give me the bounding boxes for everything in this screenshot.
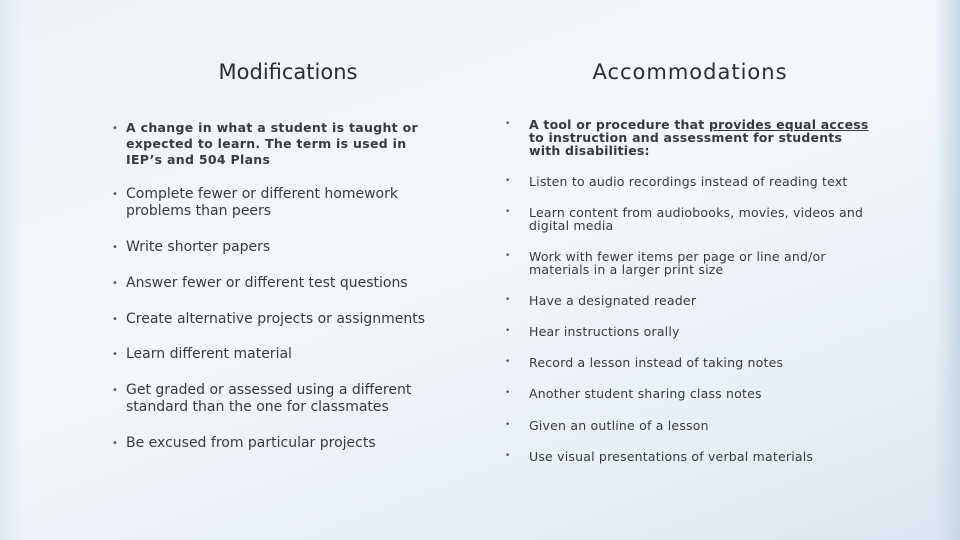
list-item (505, 250, 869, 276)
modification-definition: A change in what a student is taught or expected to learn. The term is used in IEP’s and 504 Plans (126, 120, 418, 167)
list-item-text: Given an outline of a lesson (529, 418, 709, 433)
list-item-text: Hear instructions orally (529, 324, 680, 339)
list-item-text: Complete fewer or different homework problems than peers (126, 186, 398, 219)
slide-right-edge (934, 0, 960, 540)
list-item-text: Create alternative projects or assignments (126, 311, 426, 327)
list-item (505, 118, 869, 157)
bullet-icon: • (505, 451, 511, 461)
list-item (505, 419, 869, 432)
list-item (112, 239, 446, 256)
bullet-icon: • (112, 385, 118, 396)
bullet-icon: • (112, 123, 118, 134)
definition-start: A tool or procedure that (529, 117, 709, 132)
list-item (112, 120, 446, 168)
bullet-icon: • (112, 278, 118, 289)
list-item (505, 294, 869, 307)
list-item-text: Use visual presentations of verbal materials (529, 449, 814, 464)
accommodations-heading: Accommodations (592, 60, 788, 84)
list-item-text: Learn different material (126, 346, 292, 362)
modifications-heading: Modifications (218, 60, 358, 84)
list-item (505, 325, 869, 338)
bullet-icon: • (112, 189, 118, 200)
bullet-icon: • (505, 388, 511, 398)
accommodation-definition (529, 118, 869, 157)
list-item-text: Be excused from particular projects (126, 435, 376, 451)
bullet-icon: • (112, 314, 118, 325)
bullet-icon: • (505, 119, 511, 129)
list-item (112, 311, 446, 328)
list-item (505, 206, 869, 232)
bullet-icon: • (505, 251, 511, 261)
bullet-icon: • (505, 357, 511, 367)
list-item-text: Work with fewer items per page or line and/or materials in a larger print size (529, 249, 826, 277)
list-item (505, 450, 869, 463)
list-item (505, 356, 869, 369)
list-item-text: Have a designated reader (529, 293, 697, 308)
list-item-text: Get graded or assessed using a different standard than the one for classmates (126, 382, 412, 415)
list-item (112, 435, 446, 452)
list-item-text: Write shorter papers (126, 239, 271, 255)
definition-emphasis: provides equal access (708, 117, 869, 132)
bullet-icon: • (505, 326, 511, 336)
list-item (112, 186, 446, 220)
bullet-icon: • (505, 207, 511, 217)
list-item (505, 387, 869, 400)
bullet-icon: • (112, 242, 118, 253)
list-item-text: Listen to audio recordings instead of reading text (529, 174, 848, 189)
list-item-text: Learn content from audiobooks, movies, videos and digital media (529, 205, 864, 233)
list-item (112, 275, 446, 292)
list-item (112, 346, 446, 363)
bullet-icon: • (505, 295, 511, 305)
list-item-text: Record a lesson instead of taking notes (529, 355, 784, 370)
bullet-icon: • (505, 420, 511, 430)
bullet-icon: • (112, 349, 118, 360)
slide-left-edge (0, 0, 22, 540)
list-item-text: Another student sharing class notes (529, 386, 762, 401)
definition-end: to instruction and assessment for students with disabilities: (529, 130, 843, 158)
bullet-icon: • (112, 438, 118, 449)
bullet-icon: • (505, 176, 511, 186)
list-item-text: Answer fewer or different test questions (126, 275, 408, 291)
list-item (112, 382, 446, 416)
list-item (505, 175, 869, 188)
